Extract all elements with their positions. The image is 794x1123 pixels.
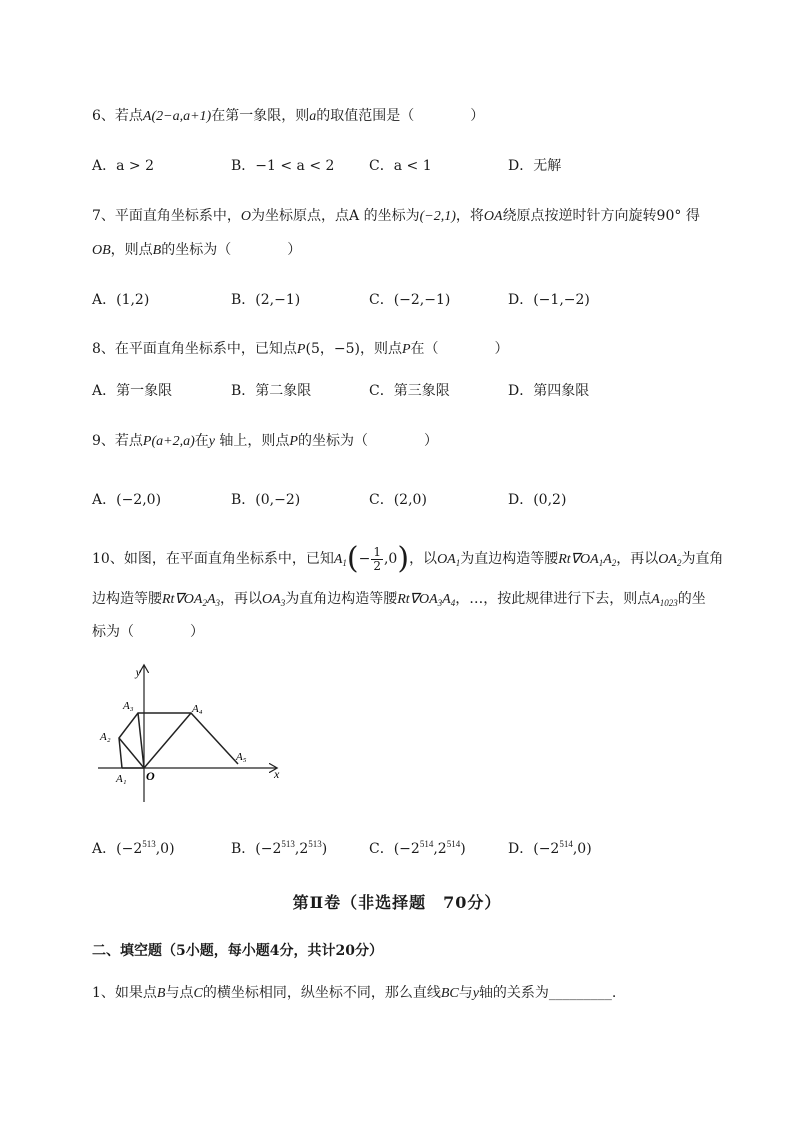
question-9: [92, 431, 438, 452]
q7-origin: O: [240, 209, 252, 224]
q7-option-c[interactable]: C．(−2,−1): [369, 292, 451, 308]
q8-option-d[interactable]: D．第四象限: [508, 383, 590, 399]
segment-o-a2: [119, 738, 144, 768]
q7-text: 绕原点按逆时针方向旋转90° 得: [502, 208, 700, 224]
q7-text: 的坐标为（ ）: [161, 242, 302, 258]
fill-question-1: 1、如果点B与点C的横坐标相同，纵坐标不同，那么直线BC与y轴的关系为_________.: [92, 985, 617, 1001]
q9-point: P(a+2,a): [142, 434, 195, 449]
label-a4: A₄: [192, 703, 203, 715]
q10-text: 为直边构造等腰: [460, 551, 559, 567]
q7-ob: OB: [92, 243, 111, 258]
segment-o-a4: [144, 713, 191, 768]
q7-text: ，则点: [110, 242, 153, 258]
q8-option-a[interactable]: A．第一象限: [92, 383, 173, 399]
q7-text: 为坐标原点，点A 的坐标为: [251, 208, 420, 224]
q9-text: 轴上，则点: [214, 433, 290, 449]
q7-oa: OA: [483, 209, 503, 224]
fill-answer-blank[interactable]: 轴的关系为_________.: [478, 985, 617, 1001]
q8-text: (5，−5)，则点: [305, 341, 402, 357]
q6-option-a[interactable]: A．a > 2: [92, 158, 154, 174]
q6-text-pre: 6、若点: [92, 108, 143, 124]
label-o: O: [146, 769, 155, 783]
q10-option-a[interactable]: A．$(-2^{513},0)$: [92, 839, 175, 857]
question-7-line-2: [92, 240, 301, 261]
q6-text-post: 的取值范围是（ ）: [316, 108, 485, 124]
section-heading: 二、填空题（5小题，每小题4分，共计20分）: [92, 943, 383, 959]
q9-y: y: [208, 434, 215, 449]
question-10-line-1: 10、如图，在平面直角坐标系中，已知$A_1(-$ $\frac{1}{2}$ ,0)，以$OA_1$为直边构造等腰$Rt\nabla OA_1A_2$，再以$OA_2$为直角: [92, 541, 724, 576]
question-8: [92, 339, 509, 360]
q8-option-b[interactable]: B．第二象限: [231, 383, 312, 399]
q9-p: P: [289, 434, 298, 449]
q8-option-c[interactable]: C．第三象限: [369, 383, 450, 399]
q6-option-d[interactable]: D．无解: [508, 158, 562, 174]
q8-p: P: [296, 342, 306, 357]
q7-point: (−2,1): [419, 209, 456, 224]
label-y: y: [135, 665, 141, 679]
q8-text: 8、在平面直角坐标系中，已知点: [92, 341, 297, 357]
q10-a1: A: [333, 552, 343, 567]
q7-b: B: [152, 243, 162, 258]
segment-o-a3: [138, 713, 144, 768]
q6-option-b[interactable]: B．−1 < a < 2: [231, 158, 335, 174]
coordinate-figure: [96, 662, 288, 808]
question-6: [92, 106, 484, 127]
q6-option-c[interactable]: C．a < 1: [369, 158, 432, 174]
q9-option-b[interactable]: B．(0,−2): [231, 492, 301, 508]
q10-option-c[interactable]: C．$(-2^{514},2^{514})$: [369, 839, 466, 857]
q7-option-b[interactable]: B．(2,−1): [231, 292, 301, 308]
q10-fraction: $\frac{1}{2}$: [373, 544, 381, 573]
label-a2: A₂: [100, 731, 111, 743]
q9-text: 在: [194, 433, 209, 449]
label-a5: A₅: [236, 751, 247, 763]
question-7-line-1: [92, 206, 700, 227]
label-a3: A₃: [123, 700, 134, 712]
label-a1: A₁: [116, 773, 127, 785]
q10-option-b[interactable]: B．$(-2^{513},2^{513})$: [231, 839, 328, 857]
section-title: 第Ⅱ卷（非选择题 70分）: [292, 893, 502, 912]
q9-text: 9、若点: [92, 433, 143, 449]
q7-option-a[interactable]: A．(1,2): [92, 292, 150, 308]
question-10-line-3: 标为（ ）: [92, 624, 204, 640]
q7-text: 7、平面直角坐标系中，: [92, 208, 241, 224]
q10-option-d[interactable]: D．$(-2^{514},0)$: [508, 839, 592, 857]
q7-option-d[interactable]: D．(−1,−2): [508, 292, 590, 308]
q10-text: ，以: [409, 551, 438, 567]
q10-text: 10、如图，在平面直角坐标系中，已知: [92, 551, 334, 567]
question-10-line-2: 边构造等腰$Rt\nabla OA_2A_3$，再以$OA_3$为直角边构造等腰$Rt\nabla OA_3A_4$，…，按此规律进行下去，则点$A_{1023}$的坐: [92, 591, 706, 608]
q6-point: A(2−a,a+1): [142, 109, 212, 124]
q6-text-mid: 在第一象限，则: [211, 108, 310, 124]
q7-text: ，将: [455, 208, 484, 224]
q6-var: a: [309, 109, 317, 124]
q8-text: 在（ ）: [410, 341, 509, 357]
q9-option-a[interactable]: A．(−2,0): [92, 492, 162, 508]
q9-option-d[interactable]: D．(0,2): [508, 492, 567, 508]
q8-p: P: [401, 342, 411, 357]
q9-text: 的坐标为（ ）: [297, 433, 438, 449]
q9-option-c[interactable]: C．(2,0): [369, 492, 427, 508]
label-x: x: [274, 767, 280, 781]
